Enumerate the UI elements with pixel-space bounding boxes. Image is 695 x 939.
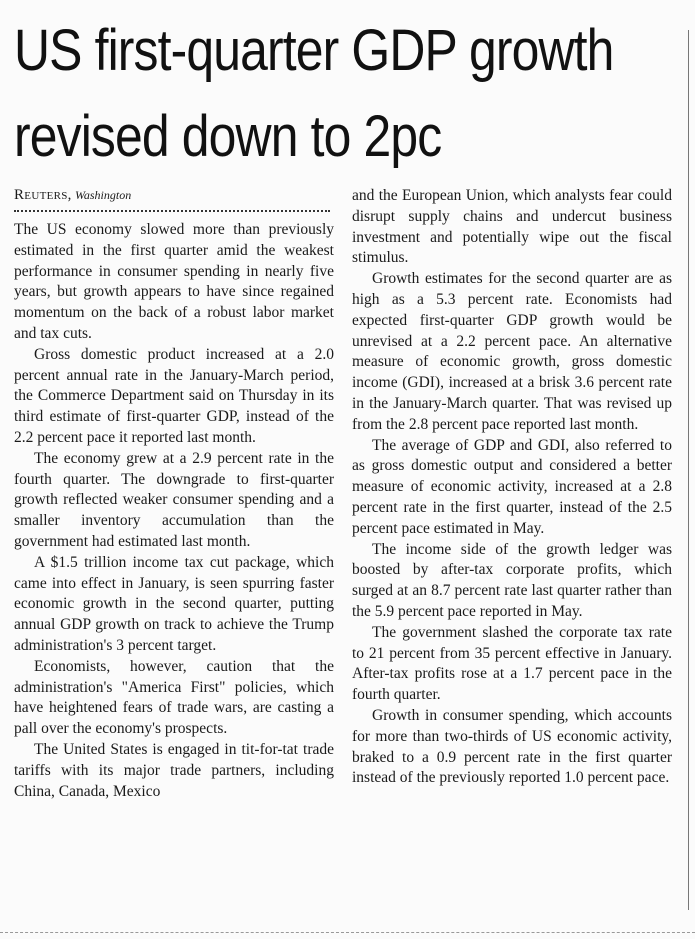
paragraph-4: A $1.5 trillion income tax cut package, which came into effect in January, is seen spurring faster economic growth in the second quarter, putting annual GDP growth on track to achieve the Trump administration's 3 percent target. [14,553,334,654]
byline-place: Washington [74,188,132,202]
headline-line-1: US first-quarter GDP growth [14,18,614,83]
byline [14,186,334,204]
article-column-right [352,186,672,789]
headline [14,8,614,180]
paragraph-9: The income side of the growth ledger was boosted by after-tax corporate profits, which surged at an 8.7 percent rate last quarter rather than the 5.9 percent pace reported in May. [352,540,672,620]
paragraph-7: Growth estimates for the second quarter are as high as a 5.3 percent rate. Economists had expected first-quarter GDP growth would be unrevised at a 2.2 percent pace. An alternative measure of economic growth, gross domestic income (GDI), increased at a brisk 3.6 percent rate in the January-March quarter. That was revised up from the 2.8 percent pace reported last month. [352,270,672,433]
headline-line-2: revised down to 2pc [14,104,442,169]
right-edge-rule [688,30,689,910]
bottom-cut-line [0,932,695,933]
paragraph-11: Growth in consumer spending, which accounts for more than two-thirds of US economic activity, braked to a 0.9 percent rate in the first quarter instead of the previously reported 1.0 percent pace. [352,706,672,787]
byline-agency: Reuters, [14,187,72,203]
paragraph-6: The United States is engaged in tit-for-tat trade tariffs with its major trade partners, including China, Canada, Mexico [14,740,334,800]
byline-divider [14,210,330,212]
paragraph-3: The economy grew at a 2.9 percent rate in the fourth quarter. The downgrade to first-quarter growth reflected weaker consumer spending and a smaller inventory accumulation than the government had estimated last month. [14,449,334,550]
paragraph-5: Economists, however, caution that the administration's "America First" policies, which have heightened fears of trade wars, are casting a pall over the economy's prospects. [14,657,334,738]
paragraph-1: The US economy slowed more than previously estimated in the first quarter amid the weakest performance in consumer spending in nearly five years, but growth appears to have since regained momentum on the back of a robust labor market and tax cuts. [14,221,334,342]
paragraph-10: The government slashed the corporate tax rate to 21 percent from 35 percent effective in January. After-tax profits rose at a 1.7 percent pace in the fourth quarter. [352,623,672,704]
paragraph-8: The average of GDP and GDI, also referred to as gross domestic output and considered a better measure of economic activity, increased at a 2.8 percent rate in the first quarter, instead of the 2.5 percent pace estimated in May. [352,436,672,537]
paragraph-2: Gross domestic product increased at a 2.0 percent annual rate in the January-March period, the Commerce Department said on Thursday in its third estimate of first-quarter GDP, instead of the 2.2 percent pace it reported last month. [14,345,334,446]
article-column-left [14,186,334,802]
paragraph-6-continued: and the European Union, which analysts fear could disrupt supply chains and undercut business investment and potentially wipe out the fiscal stimulus. [352,187,672,267]
